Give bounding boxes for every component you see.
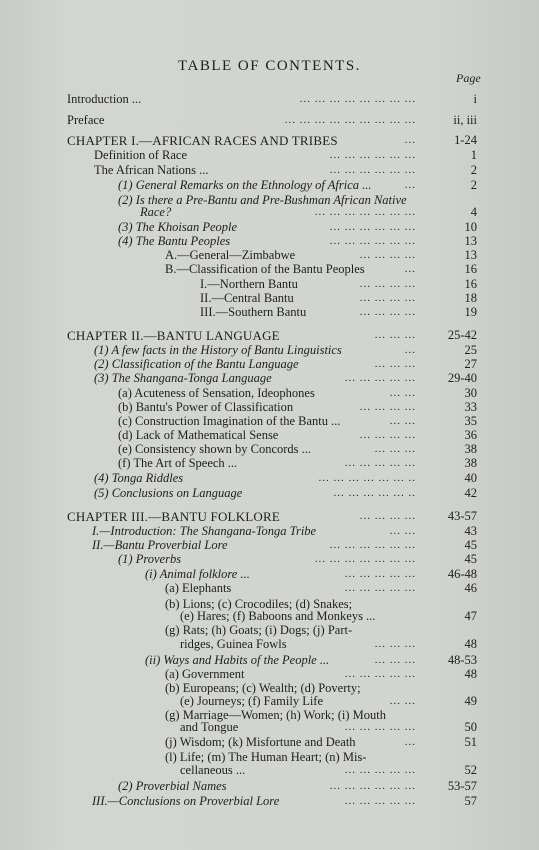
dot-leader: ... ... ... [374,358,416,370]
toc-page-number: 33 [464,400,477,414]
toc-page-number: 19 [464,305,477,319]
toc-row [0,442,539,457]
toc-row [0,291,539,306]
toc-row [0,567,539,582]
toc-row [0,763,539,778]
toc-page-number: 13 [464,248,477,262]
toc-row [0,538,539,553]
toc-page-number: 51 [464,735,477,749]
toc-page-number: 46 [464,581,477,595]
dot-leader: ... ... ... ... [359,292,416,304]
toc-row [0,794,539,809]
toc-row [0,262,539,277]
dot-leader: ... ... ... ... [359,429,416,441]
toc-page-number: 42 [464,486,477,500]
toc-entry-title: CHAPTER I.—AFRICAN RACES AND TRIBES [67,133,338,148]
toc-chapter-row [0,133,539,148]
toc-page-number: 1-24 [454,133,477,147]
toc-entry-title: (e) Consistency shown by Concords ... [118,442,312,456]
toc-entry-title: Race? [140,205,172,219]
dot-leader: ... ... ... ... ... ... ... ... ... [284,114,416,126]
toc-entry-title: (f) The Art of Speech ... [118,456,238,470]
toc-row [0,524,539,539]
toc-entry-title: (c) Construction Imagination of the Bantu ... [118,414,341,428]
toc-row [0,343,539,358]
dot-leader: ... ... ... ... [359,306,416,318]
toc-entry-title: (1) A few facts in the History of Bantu Linguistics [94,343,342,357]
toc-page-number: 4 [470,205,477,219]
dot-leader: ... ... ... ... ... ... [329,539,416,551]
toc-row [0,609,539,624]
toc-row [0,371,539,386]
toc-entry-title: I.—Northern Bantu [200,277,298,291]
toc-page-number: 43-57 [447,509,477,523]
toc-page-number: 2 [470,163,477,177]
toc-chapter-row [0,509,539,524]
toc-page-number: 16 [464,262,477,276]
toc-page-number: 10 [464,220,477,234]
toc-page-number: 45 [464,538,477,552]
dot-leader: ... ... ... ... ... [344,457,416,469]
toc-entry-title: and Tongue [180,720,239,734]
toc-entry-title: (j) Wisdom; (k) Misfortune and Death [165,735,356,749]
dot-leader: ... ... ... ... ... ... [329,235,416,247]
toc-entry-title: (d) Lack of Mathematical Sense [118,428,279,442]
toc-page-number: 47 [464,609,477,623]
toc-page-number: 35 [464,414,477,428]
toc-row [0,113,539,128]
toc-entry-title: III.—Southern Bantu [200,305,307,319]
toc-entry-title: (3) The Shangana-Tonga Language [94,371,272,385]
page-title: TABLE OF CONTENTS. [178,58,361,74]
toc-row [0,456,539,471]
toc-row [0,428,539,443]
dot-leader: ... ... ... ... ... [344,668,416,680]
toc-row [0,414,539,429]
dot-leader: ... ... ... [374,443,416,455]
toc-row [0,637,539,652]
toc-page-number: 53-57 [447,779,477,793]
toc-entry-title: (b) Lions; (c) Crocodiles; (d) Snakes; [165,597,353,611]
dot-leader: ... ... ... ... ... [344,795,416,807]
toc-page-number: i [473,92,477,106]
toc-page-number: 48 [464,637,477,651]
dot-leader: ... ... ... ... ... [344,568,416,580]
dot-leader: ... ... ... ... [359,278,416,290]
dot-leader: ... [404,179,416,191]
toc-entry-title: The African Nations ... [94,163,209,177]
toc-row [0,205,539,220]
toc-page-number: ii, iii [453,113,477,127]
toc-page-number: 18 [464,291,477,305]
toc-page-number: 52 [464,763,477,777]
dot-leader: ... ... [389,525,416,537]
toc-row [0,720,539,735]
toc-entry-title: III.—Conclusions on Proverbial Lore [92,794,280,808]
toc-entry-title: (a) Acuteness of Sensation, Ideophones [118,386,315,400]
dot-leader: ... [404,344,416,356]
dot-leader: ... ... ... ... ... ... ... [314,206,416,218]
toc-entry-title: (4) Tonga Riddles [94,471,184,485]
toc-row [0,694,539,709]
toc-page-number: 16 [464,277,477,291]
toc-entry-title: I.—Introduction: The Shangana-Tonga Tribe [92,524,317,538]
toc-entry-title: CHAPTER II.—BANTU LANGUAGE [67,328,280,343]
dot-leader: ... ... ... ... ... [344,582,416,594]
dot-leader: ... ... [389,415,416,427]
toc-entry-title: (b) Europeans; (c) Wealth; (d) Poverty; [165,681,361,695]
dot-leader: ... ... ... ... ... ... ... [314,553,416,565]
toc-page-number: 30 [464,386,477,400]
toc-entry-title: (3) The Khoisan People [118,220,238,234]
toc-row [0,178,539,193]
toc-row [0,386,539,401]
dot-leader: ... ... ... [374,329,416,341]
toc-row [0,357,539,372]
toc-entry-title: (e) Hares; (f) Baboons and Monkeys ... [180,609,376,623]
toc-entry-title: (g) Marriage—Women; (h) Work; (i) Mouth [165,708,386,722]
dot-leader: ... ... ... ... ... ... ... ... [299,93,416,105]
dot-leader: ... ... ... [374,654,416,666]
dot-leader: ... ... ... ... ... ... [329,221,416,233]
toc-page-number: 38 [464,442,477,456]
toc-page-number: 49 [464,694,477,708]
toc-entry-title: (a) Government [165,667,245,681]
dot-leader: ... ... ... ... ... [344,764,416,776]
toc-entry-title: cellaneous ... [180,763,246,777]
toc-row [0,277,539,292]
toc-page-number: 36 [464,428,477,442]
toc-page-number: 25 [464,343,477,357]
dot-leader: ... [404,736,416,748]
toc-entry-title: II.—Central Bantu [200,291,294,305]
toc-row [0,471,539,486]
toc-entry-title: A.—General—Zimbabwe [165,248,296,262]
toc-entry-title: B.—Classification of the Bantu Peoples [165,262,365,276]
dot-leader: ... ... [389,695,416,707]
dot-leader: ... ... ... ... ... [344,721,416,733]
dot-leader: ... ... ... ... [359,401,416,413]
toc-entry-title: (i) Animal folklore ... [145,567,250,581]
toc-entry-title: (g) Rats; (h) Goats; (i) Dogs; (j) Part- [165,623,353,637]
toc-page-number: 25-42 [447,328,477,342]
toc-row [0,305,539,320]
dot-leader: .. ... ... ... ... ... ... [318,472,416,484]
toc-page-number: 38 [464,456,477,470]
toc-page-number: 1 [470,148,477,162]
dot-leader: ... ... [389,387,416,399]
toc-entry-title: (2) Classification of the Bantu Language [94,357,299,371]
toc-row [0,163,539,178]
toc-row [0,248,539,263]
toc-page-number: 29-40 [447,371,477,385]
toc-entry-title: Introduction ... [67,92,142,106]
toc-entry-title: Preface [67,113,105,127]
toc-page-number: 45 [464,552,477,566]
toc-entry-title: (l) Life; (m) The Human Heart; (n) Mis- [165,750,367,764]
toc-page-number: 40 [464,471,477,485]
toc-entry-title: (e) Journeys; (f) Family Life [180,694,324,708]
toc-entry-title: (a) Elephants [165,581,232,595]
toc-entry-title: ridges, Guinea Fowls [180,637,287,651]
toc-row [0,148,539,163]
toc-entry-title: (ii) Ways and Habits of the People ... [145,653,330,667]
toc-chapter-row [0,328,539,343]
toc-row [0,735,539,750]
toc-row [0,623,539,638]
toc-row [0,220,539,235]
toc-row [0,486,539,501]
toc-page-number: 27 [464,357,477,371]
toc-page-number: 50 [464,720,477,734]
dot-leader: .. ... ... ... ... ... [333,487,416,499]
toc-entry-title: II.—Bantu Proverbial Lore [92,538,228,552]
page-column-label: Page [456,71,481,85]
toc-page-number: 13 [464,234,477,248]
dot-leader: ... ... ... ... [359,510,416,522]
toc-page-number: 48-53 [447,653,477,667]
toc-entry-title: (1) Proverbs [118,552,182,566]
toc-row [0,552,539,567]
toc-page-number: 48 [464,667,477,681]
toc-row [0,667,539,682]
toc-row [0,92,539,107]
toc-page-number: 46-48 [447,567,477,581]
dot-leader: ... ... ... ... ... [344,372,416,384]
toc-entry-title: (2) Is there a Pre-Bantu and Pre-Bushman African Native [118,193,407,207]
dot-leader: ... ... ... [374,638,416,650]
toc-row [0,779,539,794]
toc-row [0,653,539,668]
toc-entry-title: (b) Bantu's Power of Classification [118,400,294,414]
toc-entry-title: (1) General Remarks on the Ethnology of Africa ... [118,178,372,192]
toc-row [0,581,539,596]
toc-page-number: 43 [464,524,477,538]
dot-leader: ... [404,263,416,275]
toc-entry-title: (4) The Bantu Peoples [118,234,231,248]
toc-entry-title: (2) Proverbial Names [118,779,227,793]
toc-page-number: 2 [470,178,477,192]
toc-row [0,400,539,415]
dot-leader: ... ... ... ... ... ... [329,164,416,176]
toc-page-number: 57 [464,794,477,808]
toc-row [0,234,539,249]
dot-leader: ... ... ... ... ... ... [329,149,416,161]
dot-leader: ... ... ... ... [359,249,416,261]
toc-entry-title: CHAPTER III.—BANTU FOLKLORE [67,509,281,524]
toc-entry-title: (5) Conclusions on Language [94,486,243,500]
dot-leader: ... ... ... ... ... ... [329,780,416,792]
toc-entry-title: Definition of Race [94,148,188,162]
dot-leader: ... [404,134,416,146]
